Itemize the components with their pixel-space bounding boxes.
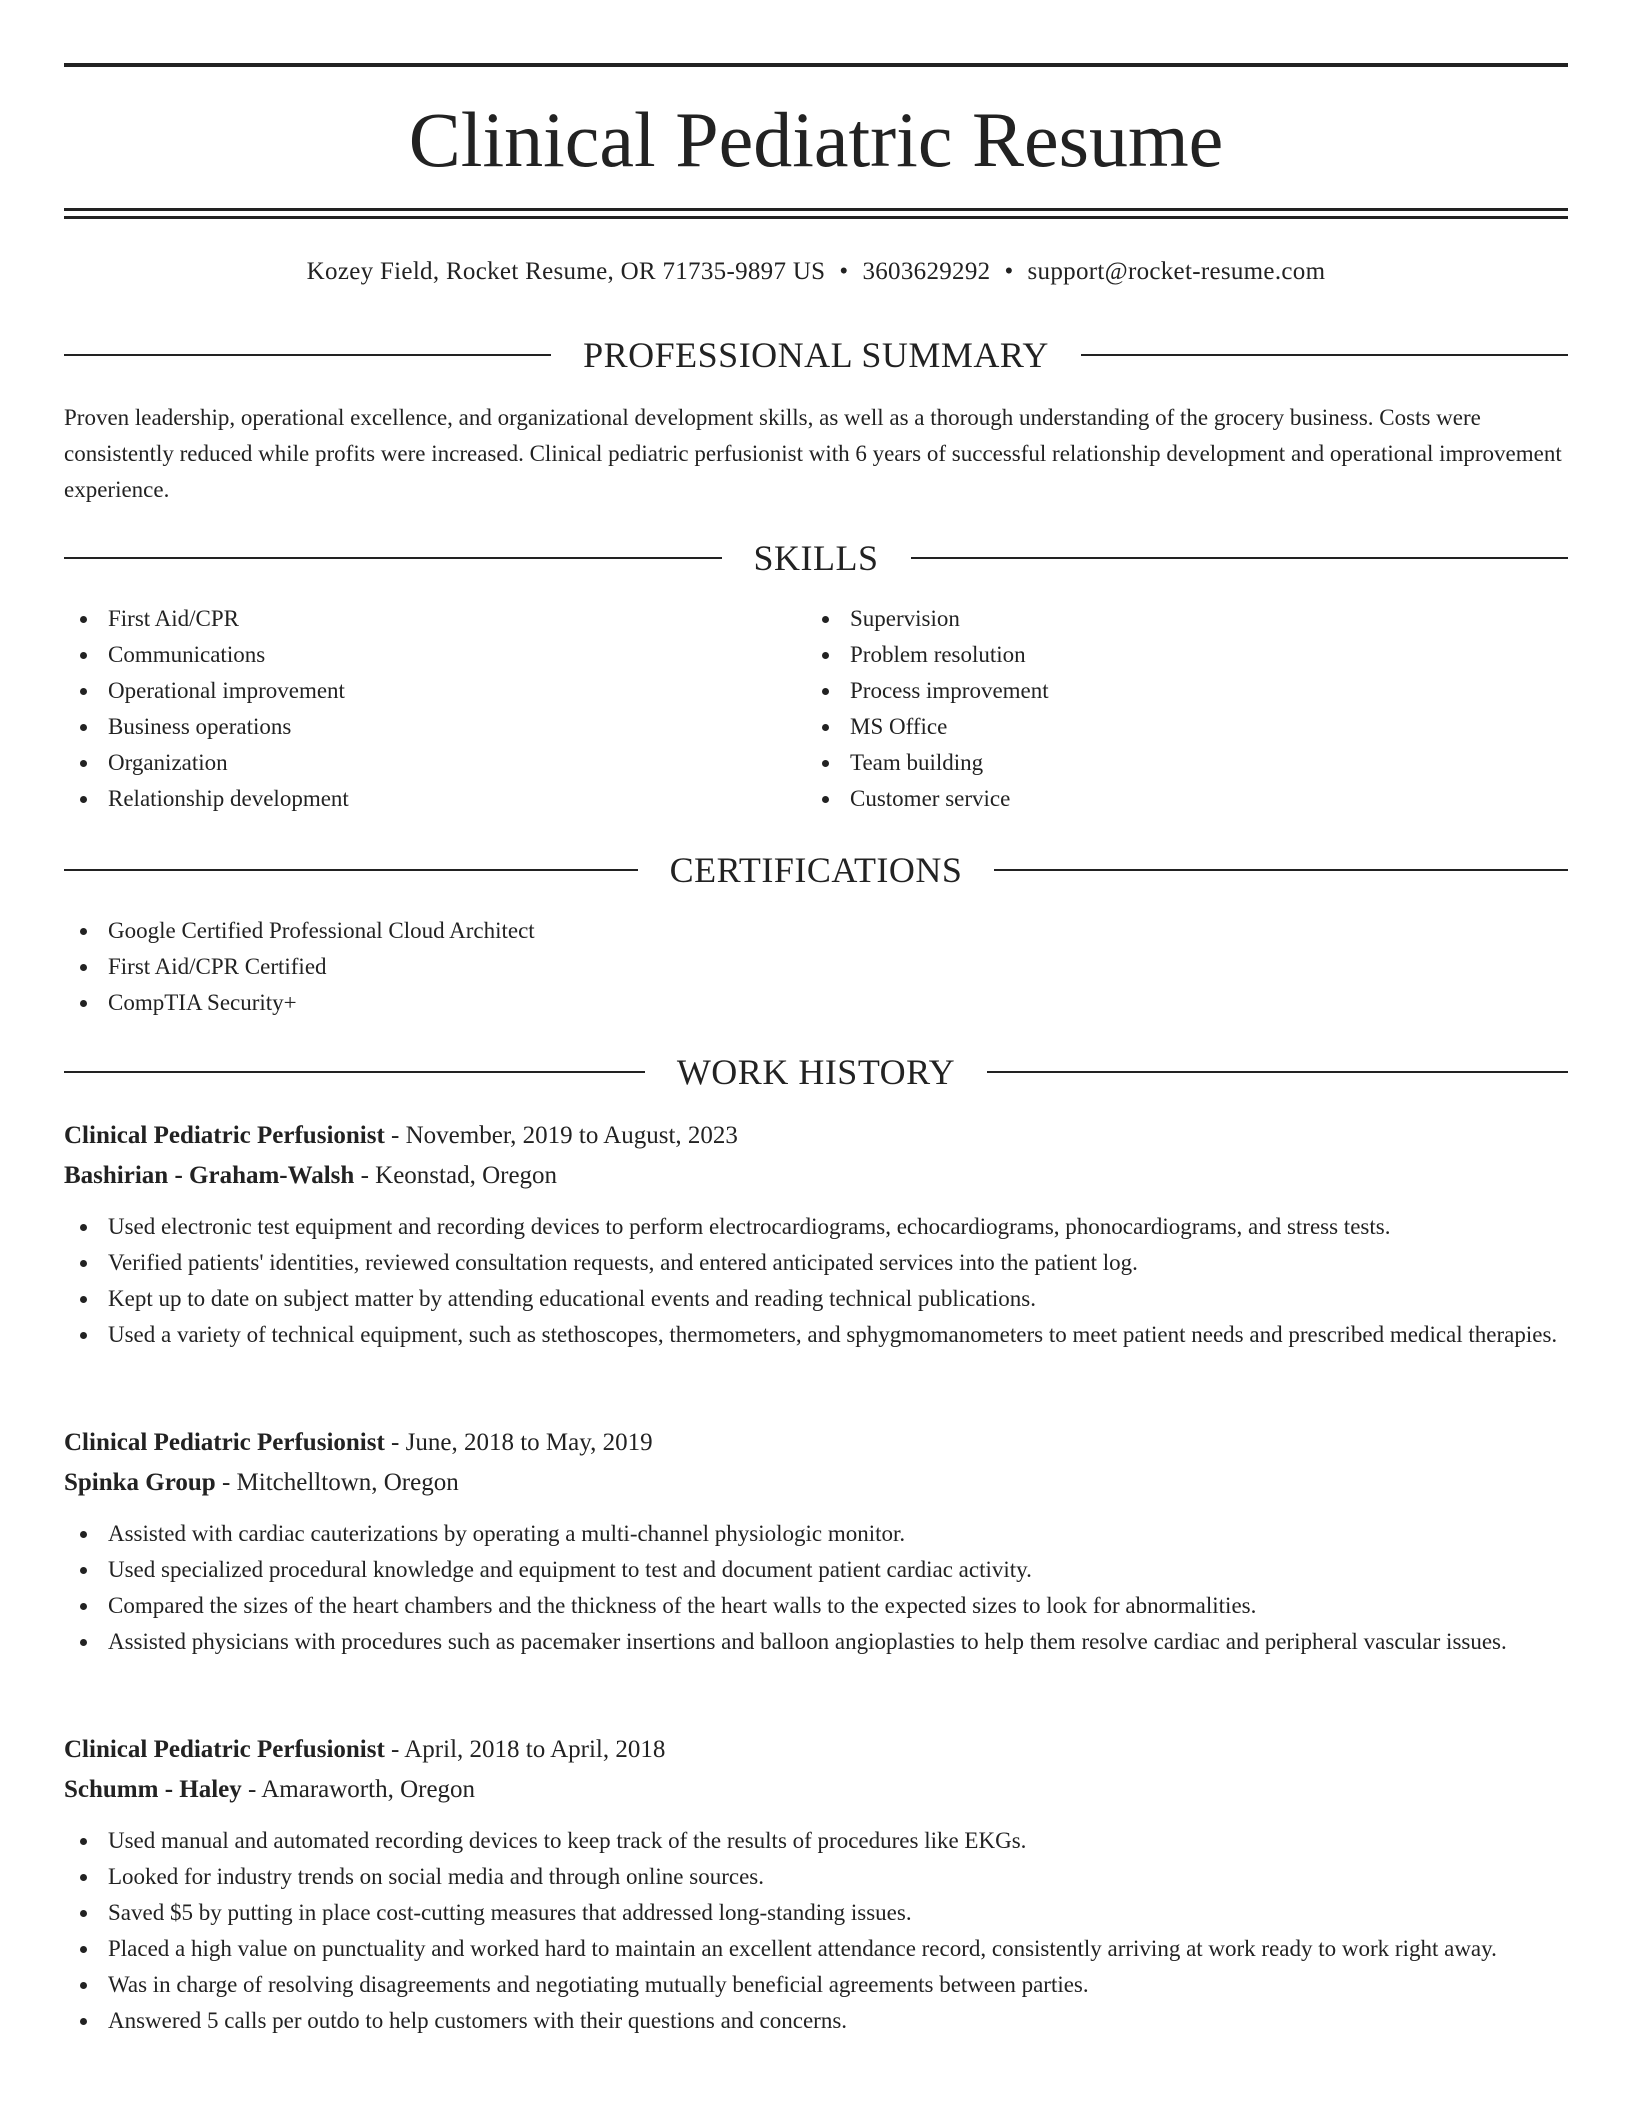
job-title: Clinical Pediatric Perfusionist — [64, 1429, 385, 1456]
skill-item: Communications — [64, 637, 804, 673]
title-rule-lower — [64, 216, 1568, 219]
skills-list-right — [806, 601, 1546, 817]
job-location: - Amaraworth, Oregon — [241, 1776, 476, 1803]
skill-item: MS Office — [806, 709, 1546, 745]
certification-item: First Aid/CPR Certified — [64, 949, 1568, 985]
job-title-line — [64, 1424, 1568, 1462]
job-bullet: Was in charge of resolving disagreements and negotiating mutually beneficial agreements between parties. — [64, 1967, 1568, 2003]
job-location: - Keonstad, Oregon — [354, 1162, 558, 1189]
job-title: Clinical Pediatric Perfusionist — [64, 1122, 385, 1149]
work-heading: WORK HISTORY — [676, 1052, 956, 1092]
job-bullet: Placed a high value on punctuality and worked hard to maintain an excellent attendance record, consistently arriving at work ready to work right away. — [64, 1931, 1568, 1967]
skills-heading: SKILLS — [753, 538, 879, 578]
certifications-section-header — [64, 848, 1568, 892]
summary-heading: PROFESSIONAL SUMMARY — [583, 335, 1049, 375]
certification-item: CompTIA Security+ — [64, 985, 1568, 1021]
job-bullet: Kept up to date on subject matter by attending educational events and reading technical publications. — [64, 1281, 1568, 1317]
job-title-line — [64, 1731, 1568, 1769]
skill-item: Problem resolution — [806, 637, 1546, 673]
certifications-list — [64, 913, 1568, 1021]
job-bullet: Verified patients' identities, reviewed consultation requests, and entered anticipated services into the patient log. — [64, 1245, 1568, 1281]
summary-section-header — [64, 333, 1568, 377]
skill-item: Process improvement — [806, 673, 1546, 709]
certification-item: Google Certified Professional Cloud Architect — [64, 913, 1568, 949]
job-bullet: Used electronic test equipment and recording devices to perform electrocardiograms, echocardiograms, phonocardiograms, and stress tests. — [64, 1209, 1568, 1245]
job-company: Spinka Group — [64, 1469, 216, 1496]
job-bullet: Used a variety of technical equipment, such as stethoscopes, thermometers, and sphygmomanometers to meet patient needs and prescribed medical therapies. — [64, 1317, 1568, 1353]
job-bullets — [64, 1209, 1568, 1353]
contact-separator: • — [1004, 258, 1014, 285]
job-bullets — [64, 1516, 1568, 1660]
job-company: Schumm - Haley — [64, 1776, 242, 1803]
title-rule-upper — [64, 208, 1568, 211]
job-bullet: Used specialized procedural knowledge and equipment to test and document patient cardiac activity. — [64, 1552, 1568, 1588]
resume-title: Clinical Pediatric Resume — [408, 96, 1224, 183]
job-location: - Mitchelltown, Oregon — [215, 1469, 459, 1496]
job-dates: - November, 2019 to August, 2023 — [384, 1122, 738, 1149]
skill-item: Relationship development — [64, 781, 804, 817]
job-bullet: Used manual and automated recording devices to keep track of the results of procedures like EKGs. — [64, 1823, 1568, 1859]
job-company-line — [64, 1464, 1568, 1502]
skill-item: Customer service — [806, 781, 1546, 817]
job-bullet: Answered 5 calls per outdo to help customers with their questions and concerns. — [64, 2003, 1568, 2039]
skills-section-header — [64, 536, 1568, 580]
contact-email: support@rocket-resume.com — [1027, 258, 1326, 285]
job-bullet: Assisted physicians with procedures such as pacemaker insertions and balloon angioplasties to help them resolve cardiac and peripheral vascular issues. — [64, 1624, 1568, 1660]
job-title: Clinical Pediatric Perfusionist — [64, 1736, 385, 1763]
summary-text: Proven leadership, operational excellence, and organizational development skills, as well as a thorough understanding of the grocery business. Costs were consistently reduced while profits were increased. Clinical pediatric perfusionist with 6 years of successful relationship development and operational improvement experience. — [64, 405, 1562, 502]
work-section-header — [64, 1050, 1568, 1094]
contact-phone: 3603629292 — [862, 258, 991, 285]
skill-item: Operational improvement — [64, 673, 804, 709]
certifications-heading: CERTIFICATIONS — [669, 850, 963, 890]
job-bullet: Assisted with cardiac cauterizations by operating a multi-channel physiologic monitor. — [64, 1516, 1568, 1552]
job-bullet: Saved $5 by putting in place cost-cutting measures that addressed long-standing issues. — [64, 1895, 1568, 1931]
job-bullet: Compared the sizes of the heart chambers and the thickness of the heart walls to the expected sizes to look for abnormalities. — [64, 1588, 1568, 1624]
job-company: Bashirian - Graham-Walsh — [64, 1162, 355, 1189]
contact-line — [0, 254, 1632, 290]
skill-item: Organization — [64, 745, 804, 781]
job-dates: - April, 2018 to April, 2018 — [384, 1736, 666, 1763]
contact-separator: • — [839, 258, 849, 285]
skill-item: Team building — [806, 745, 1546, 781]
job-dates: - June, 2018 to May, 2019 — [384, 1429, 653, 1456]
top-rule — [64, 63, 1568, 67]
skills-list-left — [64, 601, 804, 817]
skill-item: Business operations — [64, 709, 804, 745]
job-company-line — [64, 1771, 1568, 1809]
job-title-line — [64, 1117, 1568, 1155]
skill-item: First Aid/CPR — [64, 601, 804, 637]
job-company-line — [64, 1157, 1568, 1195]
skill-item: Supervision — [806, 601, 1546, 637]
job-bullets — [64, 1823, 1568, 2039]
contact-address: Kozey Field, Rocket Resume, OR 71735-9897 US — [306, 258, 826, 285]
job-bullet: Looked for industry trends on social media and through online sources. — [64, 1859, 1568, 1895]
